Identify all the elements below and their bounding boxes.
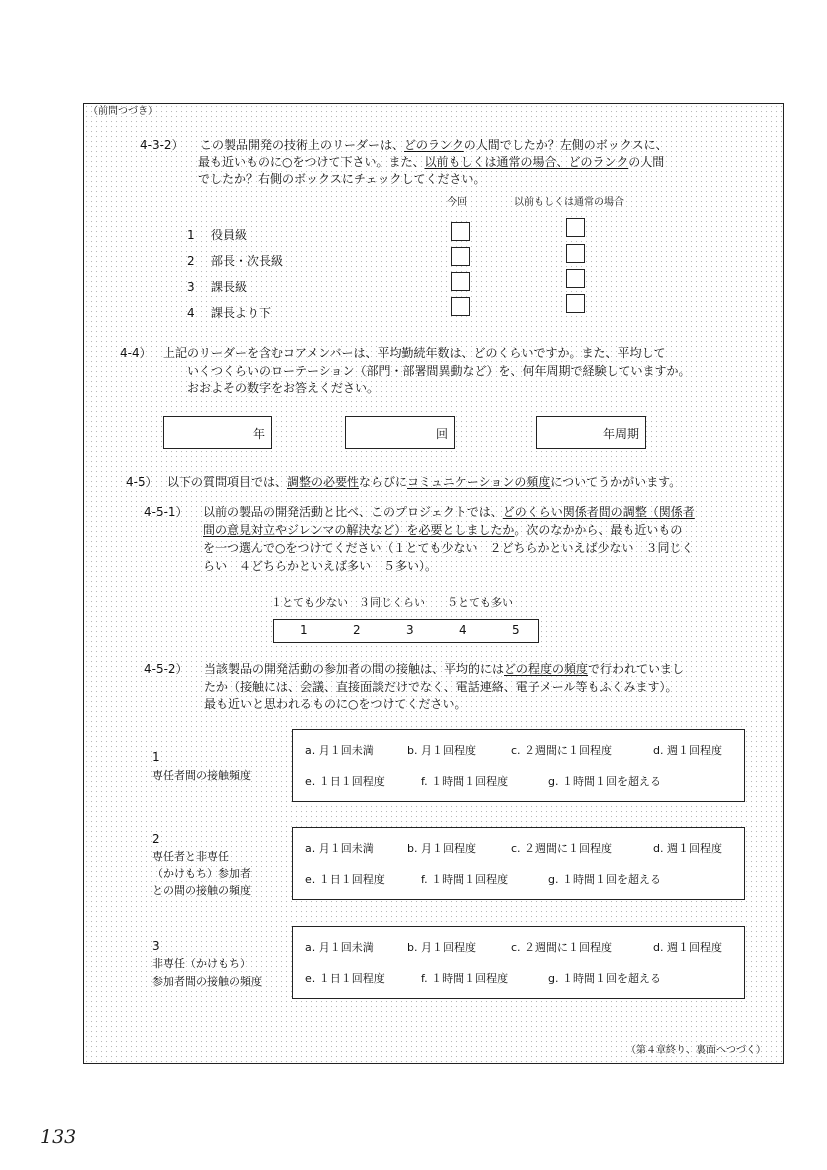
frequency-options [292,827,745,900]
continuation-note: （第４章終り、裏面へつづく） [626,1045,766,1056]
tenure-years-field[interactable]: 年 [163,416,272,449]
group-label: （かけもち）参加者 [152,867,251,880]
frequency-option[interactable]: a. 月１回未満 [305,744,374,757]
previous-rank-checkbox[interactable] [566,269,585,288]
q451-line4: らい ４どちらかといえば多い ５多い）。 [203,559,438,573]
q44-number: 4-4） [120,346,152,360]
scale-option[interactable]: 1 [300,623,308,637]
rotation-count-field[interactable]: 回 [345,416,455,449]
q452-line3: 最も近いと思われるものに○をつけてください。 [204,697,467,711]
q45-number: 4-5） [126,475,158,489]
q452-line2: たか（接触には、会議、直接面談だけでなく、電話連絡、電子メール等もふくみます）。 [204,680,678,694]
frequency-option[interactable]: b. 月１回程度 [407,941,476,954]
q45-text: 以下の質問項目では、調整の必要性ならびにコミュニケーションの頻度についてうかがいます。 [167,475,682,489]
rank-option-num: 2 [187,254,195,268]
frequency-option[interactable]: c. ２週間に１回程度 [511,744,613,757]
frequency-options [292,926,745,999]
q451-line1: 以前の製品の開発活動と比べ、このプロジェクトでは、どのくらい関係者間の調整（関係者 [203,505,695,519]
frequency-option[interactable]: g. １時間１回を超える [548,873,661,886]
q452-line1: 当該製品の開発活動の参加者の間の接触は、平均的にはどの程度の頻度で行われていまし [204,662,685,676]
group-number: 1 [152,750,160,764]
frequency-option[interactable]: a. 月１回未満 [305,941,374,954]
q451-number: 4-5-1） [144,505,188,519]
group-number: 3 [152,939,160,953]
rank-option-label: 部長・次長級 [211,254,284,268]
group-label: 専任者と非専任 [152,850,229,863]
q451-line2: 間の意見対立やジレンマの解決など）を必要としましたか。次のなかから、最も近いもの [203,523,683,537]
q432-number: 4-3-2） [140,138,184,152]
q44-line3: おおよその数字をお答えください。 [187,381,380,395]
rank-option-num: 4 [187,306,195,320]
frequency-option[interactable]: e. １日１回程度 [305,873,385,886]
frequency-option[interactable]: e. １日１回程度 [305,775,385,788]
col-current-header: 今回 [447,197,467,208]
frequency-options [292,729,745,802]
group-number: 2 [152,832,160,846]
group-label: 非専任（かけもち） [152,957,251,970]
previous-rank-checkbox[interactable] [566,244,585,263]
previous-rank-checkbox[interactable] [566,294,585,313]
scale-caption: １とても少ない ３同じくらい ５とても多い [271,596,513,609]
frequency-option[interactable]: f. １時間１回程度 [421,775,509,788]
scale-option[interactable]: 4 [459,623,467,637]
rotation-cycle-field[interactable]: 年周期 [536,416,646,449]
group-label: 参加者間の接触の頻度 [152,975,262,988]
q432-line3: でしたか？右側のボックスにチェックしてください。 [198,172,486,186]
frequency-option[interactable]: d. 週１回程度 [653,842,722,855]
current-rank-checkbox[interactable] [451,222,470,241]
frequency-option[interactable]: e. １日１回程度 [305,972,385,985]
continued-label: （前問つづき） [88,106,158,117]
frequency-option[interactable]: d. 週１回程度 [653,744,722,757]
questionnaire-frame [83,103,784,1064]
group-label: 専任者間の接触頻度 [152,769,251,782]
frequency-option[interactable]: c. ２週間に１回程度 [511,842,613,855]
rank-option-label: 課長より下 [211,306,272,320]
group-label: との間の接触の頻度 [152,884,251,897]
current-rank-checkbox[interactable] [451,247,470,266]
frequency-option[interactable]: d. 週１回程度 [653,941,722,954]
frequency-option[interactable]: g. １時間１回を超える [548,972,661,985]
q432-line2: 最も近いものに○をつけて下さい。また、以前もしくは通常の場合、どのランクの人間 [198,155,665,169]
frequency-option[interactable]: f. １時間１回程度 [421,972,509,985]
scale-option[interactable]: 2 [353,623,361,637]
q432-line1: この製品開発の技術上のリーダーは、どのランクの人間でしたか？左側のボックスに、 [200,138,668,152]
rank-option-label: 役員級 [211,228,248,242]
coordination-scale [273,619,539,643]
frequency-option[interactable]: b. 月１回程度 [407,842,476,855]
frequency-option[interactable]: c. ２週間に１回程度 [511,941,613,954]
frequency-option[interactable]: b. 月１回程度 [407,744,476,757]
frequency-option[interactable]: a. 月１回未満 [305,842,374,855]
frequency-option[interactable]: g. １時間１回を超える [548,775,661,788]
previous-rank-checkbox[interactable] [566,218,585,237]
frequency-option[interactable]: f. １時間１回程度 [421,873,509,886]
col-previous-header: 以前もしくは通常の場合 [514,197,624,208]
current-rank-checkbox[interactable] [451,297,470,316]
current-rank-checkbox[interactable] [451,272,470,291]
rank-option-label: 課長級 [211,280,248,294]
q451-line3: を一つ選んで○をつけてください（１とても少ない ２どちらかといえば少ない ３同じく [203,541,694,555]
q452-number: 4-5-2） [144,662,188,676]
scale-option[interactable]: 5 [512,623,520,637]
rank-option-num: 3 [187,280,195,294]
rank-option-num: 1 [187,228,195,242]
q44-line2: いくつくらいのローテーション（部門・部署間異動など）を、何年周期で経験していますか。 [187,364,691,378]
page-number: 133 [40,1126,77,1148]
q44-line1: 上記のリーダーを含むコアメンバーは、平均勤続年数は、どのくらいですか。また、平均して [163,346,666,360]
scale-option[interactable]: 3 [406,623,414,637]
